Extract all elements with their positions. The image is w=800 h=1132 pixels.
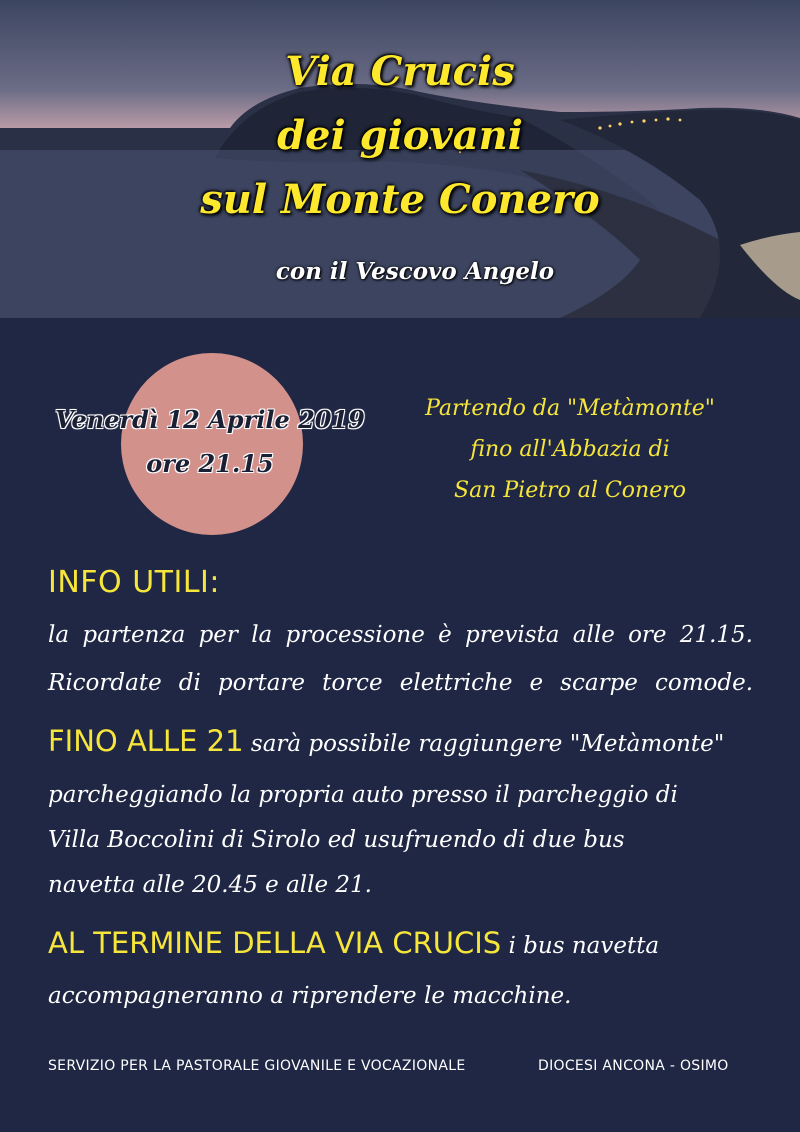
return-text: i bus navetta <box>501 933 660 959</box>
return-highlight: AL TERMINE DELLA VIA CRUCIS <box>48 926 502 960</box>
event-route <box>400 388 740 511</box>
footer-organizer: SERVIZIO PER LA PASTORALE GIOVANILE E VOCAZIONALE <box>48 1058 466 1074</box>
event-time: ore 21.15 <box>146 449 274 478</box>
shuttle-highlight: FINO ALLE 21 <box>48 724 244 758</box>
shuttle-text: sarà possibile raggiungere "Metàmonte" <box>243 731 725 757</box>
title-line-2: dei giovani <box>277 112 523 159</box>
info-line-1: la partenza per la processione è prevista alle ore 21.15. <box>48 622 753 648</box>
shuttle-info-line-4: navetta alle 20.45 e alle 21. <box>48 872 372 898</box>
event-date: Venerdì 12 Aprile 2019 <box>55 405 365 434</box>
title-line-1: Via Crucis <box>285 48 515 95</box>
return-info-line-2: accompagneranno a riprendere le macchine. <box>48 983 572 1009</box>
event-title <box>0 40 800 232</box>
event-datetime <box>40 398 380 486</box>
info-line-2: Ricordate di portare torce elettriche e scarpe comode. <box>48 670 753 696</box>
return-info-line-1 <box>48 926 753 960</box>
shuttle-info-line-1 <box>48 724 753 758</box>
shuttle-info-line-2: parcheggiando la propria auto presso il parcheggio di <box>48 782 678 808</box>
route-line-1: Partendo da "Metàmonte" <box>425 396 715 421</box>
route-line-3: San Pietro al Conero <box>454 478 686 503</box>
shuttle-info-line-3: Villa Boccolini di Sirolo ed usufruendo di due bus <box>48 827 625 853</box>
route-line-2: fino all'Abbazia di <box>470 437 670 462</box>
footer-diocese: DIOCESI ANCONA - OSIMO <box>538 1058 729 1074</box>
event-subtitle: con il Vescovo Angelo <box>275 258 555 285</box>
header-photo <box>0 0 800 318</box>
info-heading: INFO UTILI: <box>48 565 220 600</box>
title-line-3: sul Monte Conero <box>200 176 600 223</box>
